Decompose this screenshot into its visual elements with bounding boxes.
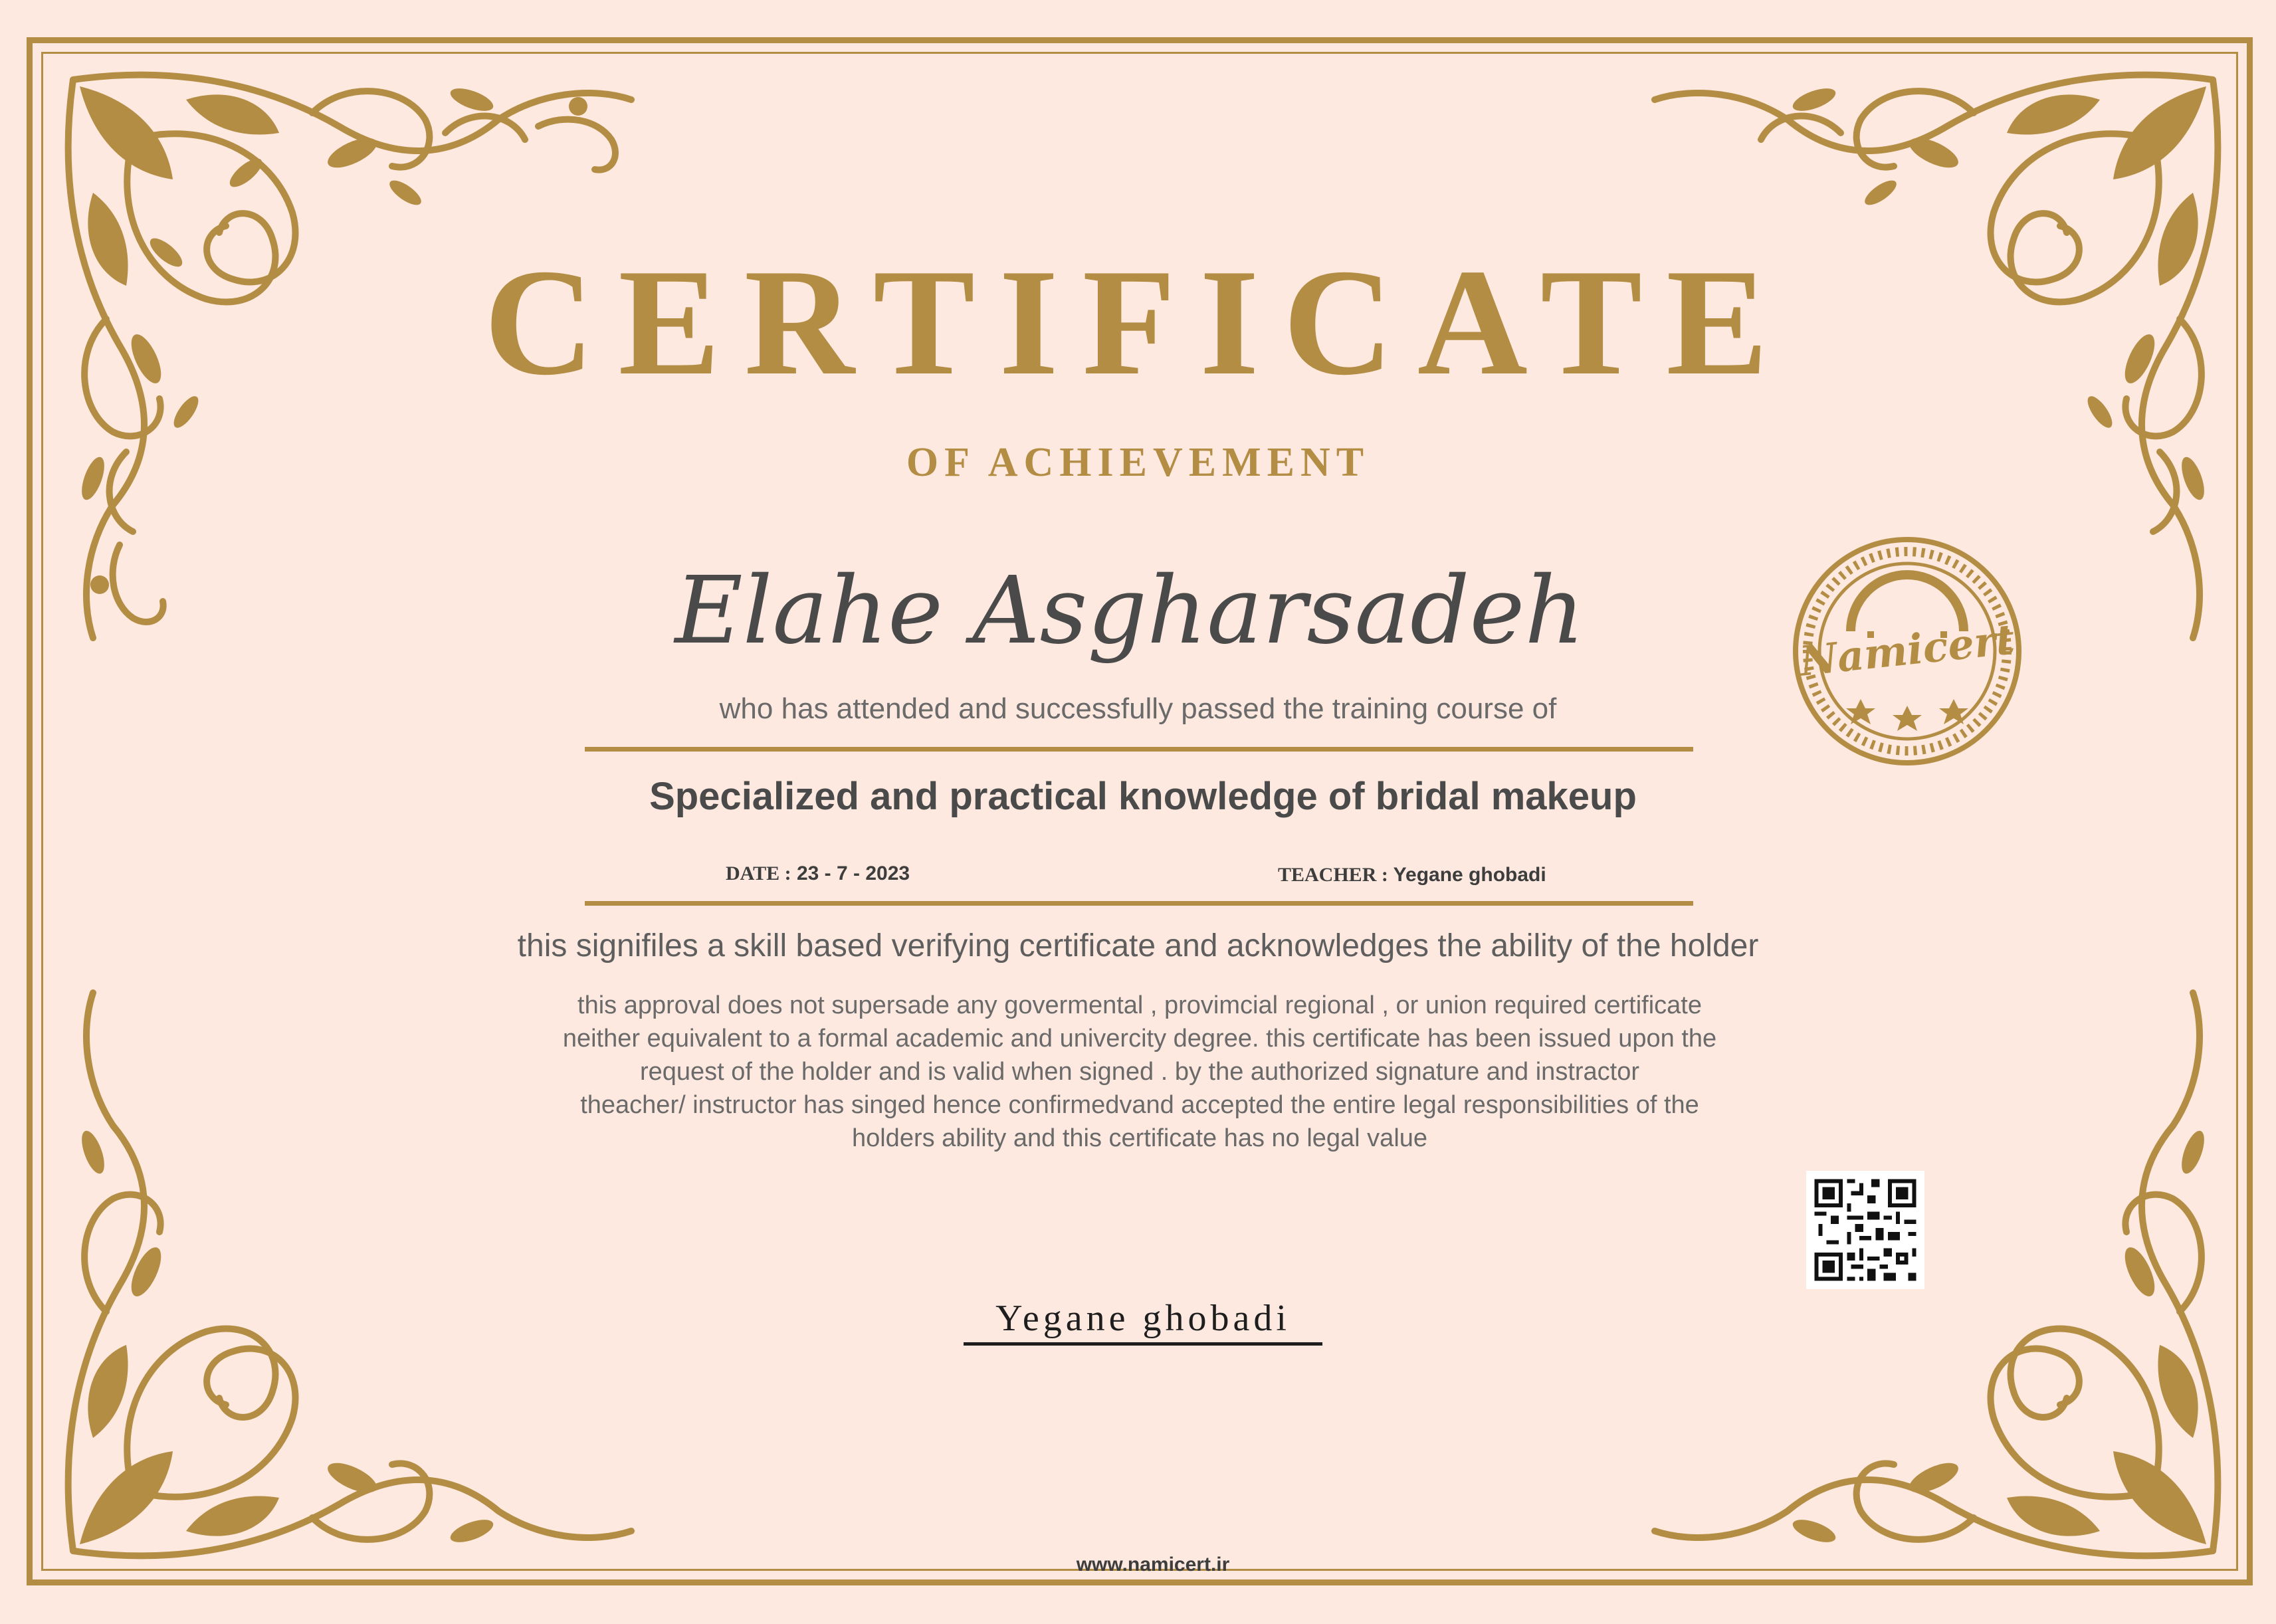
certificate-title: CERTIFICATE	[484, 237, 1792, 407]
date-value: 23 - 7 - 2023	[796, 863, 910, 884]
date-label: DATE :	[726, 863, 791, 884]
disclaimer-line: request of the holder and is valid when signed . by the authorized signature and instractor	[639, 1058, 1640, 1086]
teacher-value: Yegane ghobadi	[1393, 864, 1546, 886]
disclaimer-line: this approval does not supersade any govermental , provimcial regional , or union required certificate	[577, 991, 1702, 1019]
qr-code-icon[interactable]	[1806, 1171, 1924, 1289]
signature-name: Yegane ghobadi	[995, 1298, 1291, 1339]
divider-top	[585, 747, 1693, 752]
date-field	[726, 864, 910, 884]
signature-line	[964, 1342, 1322, 1346]
disclaimer-line: theacher/ instructor has singed hence confirmedvand accepted the entire legal responsibilities of the	[580, 1091, 1699, 1119]
teacher-field	[1278, 865, 1546, 885]
divider-bottom	[585, 901, 1693, 906]
seal-text: Namicert	[1797, 615, 2017, 686]
teacher-label: TEACHER :	[1278, 864, 1388, 886]
website-link[interactable]: www.namicert.ir	[1076, 1554, 1230, 1575]
recipient-name: Elahe Asgharsadeh	[674, 557, 1585, 665]
disclaimer-text	[525, 989, 1754, 1155]
signifies-statement: this signifiles a skill based verifying certificate and acknowledges the ability of the holder	[517, 928, 1759, 964]
badge-seal-icon	[1788, 532, 2027, 771]
course-title: Specialized and practical knowledge of bridal makeup	[649, 775, 1637, 818]
disclaimer-line: holders ability and this certificate has no legal value	[851, 1124, 1428, 1152]
certificate-subtitle: OF ACHIEVEMENT	[906, 440, 1370, 485]
disclaimer-line: neither equivalent to a formal academic and univercity degree. this certificate has been issued upon the	[562, 1025, 1717, 1053]
attended-text: who has attended and successfully passed the training course of	[719, 692, 1557, 725]
